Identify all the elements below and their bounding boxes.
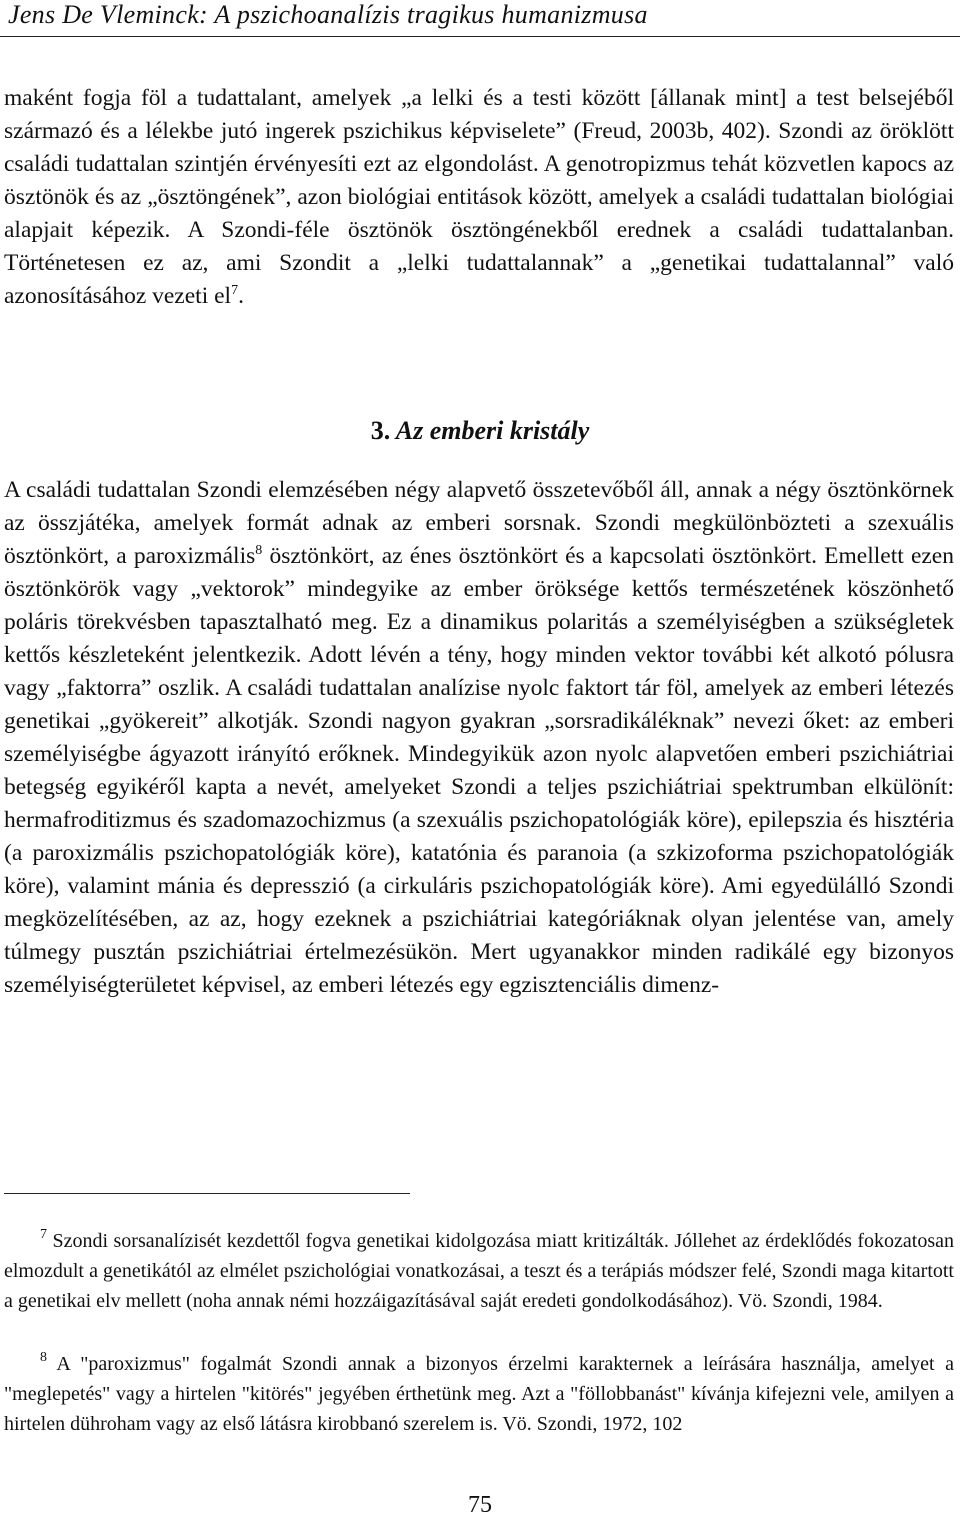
paragraph-2-text-rest: ösztönkört, az énes ösztönkört és a kapcsolati ösztönkört. Emellett ezen ösztönkörök vagy „vektorok” mindegyike az ember öröksége kettős természetének köszönhető poláris törekvésben tapasztalható meg. Ez a dinamikus polaritás a személyiségben a szükségletek kettős készleteként jelentkezik. Adott lévén a tény, hogy minden vektor további két alkotó pólusra vagy „faktorra” oszlik. A családi tudattalan analízise nyolc faktort tár föl, amelyek az emberi létezés genetikai „gyökereit” alkotják. Szondi nagyon gyakran „sorsradikáléknak” nevezi őket: az emberi személyiségbe ágyazott irányító erőknek. Mindegyikük azon nyolc alapvetően emberi pszichiátriai betegség egyikéről kapta a nevét, amelyeket Szondi a teljes pszichiátriai spektrumban elkülönít: hermafroditizmus és szadomazochizmus (a szexuális pszichopatológiák köre), epilepszia és hisztéria (a paroxizmális pszichopatológiák köre), katatónia és paranoia (a szkizoforma pszichopatológiák köre), valamint mánia és depresszió (a cirkuláris pszichopatológiák köre). Ami egyedülálló Szondi megközelítésében, az az, hogy ezeknek a pszichiátriai kategóriáknak olyan jelentése van, amely túlmegy pusztán pszichiátriai értelmezésükön. Mert ugyanakkor minden radikálé egy bizonyos személyiségterületet képvisel, az emberi létezés egy egzisztenciális dimenz- [4, 543, 954, 998]
footnote-rule [4, 1193, 410, 1194]
page-number: 75 [468, 1492, 492, 1518]
paragraph-1 [4, 82, 954, 313]
footnote-ref-7[interactable]: 7 [231, 283, 239, 298]
footnote-ref-8[interactable]: 8 [255, 543, 263, 558]
footnote-8-mark [4, 1350, 47, 1375]
footnote-7-number: 7 [40, 1227, 47, 1242]
footnote-7-text: Szondi sorsanalízisét kezdettől fogva genetikai kidolgozása miatt kritizálták. Jóllehet az érdeklődés fokozatosan elmozdult a genetikától az elmélet pszichológiai vonatkozásai, a teszt és a terápiás módszer felé, Szondi maga kitartott a genetikai elv mellett (noha annak némi hozzáigazításával saját eredeti gondolkodásához). Vö. Szondi, 1984. [4, 1230, 954, 1312]
footnote-7 [4, 1226, 954, 1316]
paragraph-1-end: . [238, 283, 244, 309]
paragraph-2-text-start: A családi tudattalan Szondi elemzésében négy alapvető összetevőből áll, annak a négy ösztönkörnek az összjátéka, amelyek formát adnak az emberi sorsnak. Szondi megkülönbözteti a szexuális ösztönkört, a paroxizmális [4, 477, 954, 569]
footnote-8 [4, 1349, 954, 1439]
header-rule [0, 36, 960, 37]
section-title: Az emberi kristály [395, 416, 590, 445]
footnote-8-text: A "paroxizmus" fogalmát Szondi annak a bizonyos érzelmi karakternek a leírására használja, amelyet a "meglepetés" vagy a hirtelen "kitörés" jegyében érthetünk meg. Azt a "föllobbanást" kívánja kifejezni vele, amilyen a hirtelen dühroham vagy az első látásra kirobbanó szerelem is. Vö. Szondi, 1972, 102 [4, 1353, 954, 1435]
footnote-7-mark [4, 1227, 47, 1252]
paragraph-2 [4, 474, 954, 1002]
section-heading [0, 414, 960, 448]
footnote-8-number: 8 [40, 1350, 47, 1365]
section-number: 3. [370, 416, 391, 445]
running-head: Jens De Vleminck: A pszichoanalízis tragikus humanizmusa [8, 0, 648, 29]
paragraph-1-text: maként fogja föl a tudattalant, amelyek „a lelki és a testi között [állanak mint] a test belsejéből származó és a lélekbe jutó ingerek pszichikus képviselete” (Freud, 2003b, 402). Szondi az öröklött családi tudattalan szintjén érvényesíti ezt az elgondolást. A genotropizmus tehát közvetlen kapocs az ösztönök és az „ösztöngének”, azon biológiai entitások között, amelyek a családi tudattalan biológiai alapjait képezik. A Szondi-féle ösztönök ösztöngénekből erednek a családi tudattalanban. Történetesen ez az, ami Szondit a „lelki tudattalannak” a „genetikai tudattalannal” való azonosításához vezeti el [4, 85, 954, 309]
